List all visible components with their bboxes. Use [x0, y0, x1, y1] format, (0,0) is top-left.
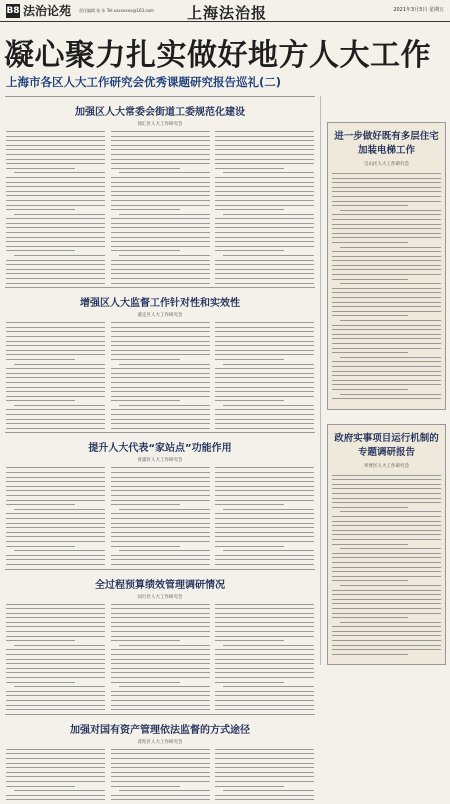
article-author: 嘉定区人大工作研究会: [137, 313, 183, 319]
text-column: [215, 131, 314, 287]
article-title: 加强区人大常委会街道工委规范化建设: [75, 107, 245, 118]
text-column: [6, 749, 105, 804]
article-5: [5, 714, 315, 804]
sidebar-article-title: 政府实事项目运行机制的专题调研报告: [334, 432, 439, 458]
masthead: [0, 0, 450, 22]
text-column: [215, 322, 314, 432]
sidebar-text-column: [332, 173, 441, 399]
sidebar-article-title: 进一步做好既有多层住宅加装电梯工作: [334, 131, 439, 156]
article-body: [5, 467, 315, 568]
text-column: [111, 749, 210, 804]
sidebar-article-2: [327, 424, 446, 666]
article-body: [5, 131, 315, 287]
section-name: 法治论苑: [23, 4, 72, 18]
article-body: [5, 604, 315, 714]
text-column: [215, 749, 314, 804]
text-column: [111, 467, 210, 568]
article-1: [5, 96, 315, 287]
article-author: 闵行区人大工作研究会: [137, 594, 183, 600]
sidebar-article-author: 宝山区人大工作研究会: [364, 162, 409, 167]
issue-date: 2021年3月5日 星期五: [393, 7, 444, 13]
text-column: [6, 604, 105, 714]
article-author: 徐汇区人大工作研究会: [137, 122, 183, 127]
page-subheadline: 上海市各区人大工作研究会优秀课题研究报告巡礼(二): [6, 75, 282, 89]
text-column: [6, 322, 105, 432]
article-author: 普陀区人大工作研究会: [137, 739, 183, 745]
article-title: 提升人大代表“家站点”功能作用: [88, 443, 232, 455]
main-column: [5, 96, 315, 804]
text-column: [215, 467, 314, 568]
text-column: [111, 322, 210, 432]
newspaper-logo: 上海法治报: [187, 4, 268, 22]
sidebar-article-1: [327, 122, 446, 410]
article-title: 加强对国有资产管理依法监督的方式途径: [70, 724, 250, 736]
article-title: 全过程预算绩效管理调研情况: [95, 579, 225, 591]
page-code-badge: B8: [6, 5, 20, 16]
text-column: [111, 131, 210, 287]
article-title: 增强区人大监督工作针对性和实效性: [80, 298, 240, 310]
page-headline: 凝心聚力扎实做好地方人大工作: [4, 38, 431, 73]
article-4: [5, 569, 315, 714]
editors-line: 责任编辑 张 东 Tel:xxxxxxxx@163.com: [79, 7, 154, 13]
sidebar-article-author: 奉贤区人大工作研究会: [364, 463, 409, 469]
article-body: [5, 322, 315, 432]
sidebar-text-column: [332, 475, 441, 655]
article-3: [5, 432, 315, 568]
article-author: 青浦区人大工作研究会: [137, 458, 183, 464]
text-column: [111, 604, 210, 714]
article-body: [5, 749, 315, 804]
text-column: [6, 467, 105, 568]
text-column: [6, 131, 105, 287]
article-2: [5, 287, 315, 432]
text-column: [215, 604, 314, 714]
right-sidebar: [320, 96, 446, 665]
